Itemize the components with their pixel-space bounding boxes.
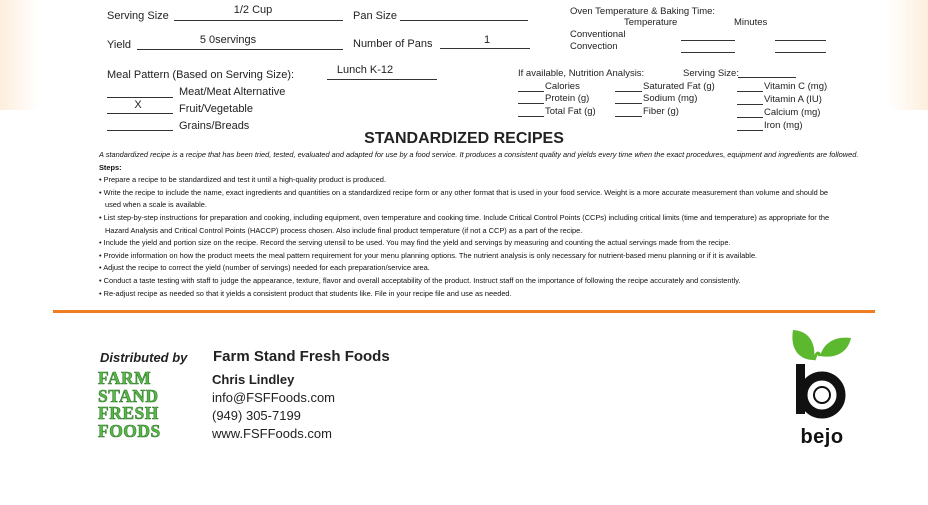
logo-line: FARM: [98, 368, 152, 388]
number-of-pans-line: [440, 48, 530, 49]
meal-pattern-line: [327, 79, 437, 80]
recipe-definition: A standardized recipe is a recipe that has been tried, tested, evaluated and adapted for use by a food service. It produces a consistent quality and yields every time when the exact procedures, equipment and ingredients are followed.: [99, 150, 859, 159]
convection-minutes-line[interactable]: [775, 52, 826, 53]
yield-line: [137, 49, 343, 50]
distributed-by-label: Distributed by: [100, 350, 188, 365]
meal-pattern-value[interactable]: Lunch K-12: [336, 64, 394, 76]
serving-size-line: [174, 20, 343, 21]
recipes-body: [99, 149, 879, 300]
standardized-recipes-heading: STANDARDIZED RECIPES: [364, 130, 564, 147]
company-name: Farm Stand Fresh Foods: [213, 348, 390, 365]
step-item: • Include the yield and portion size on the recipe. Record the serving utensil to be used. You may find the yield and servings by measuring and counting the actual servings made from the recipe.: [99, 238, 731, 248]
total-fat-label: Total Fat (g): [545, 106, 596, 117]
calories-label: Calories: [545, 81, 580, 92]
yield-value[interactable]: 5 0servings: [199, 34, 257, 46]
logo-line: STAND: [98, 385, 159, 406]
vitamin-a-line[interactable]: [737, 104, 763, 105]
step-item: • Adjust the recipe to correct the yield (number of servings) needed for each preparation/service area.: [99, 263, 430, 273]
vitamin-c-line[interactable]: [737, 91, 763, 92]
nutrition-serving-size-label: Serving Size:: [683, 68, 739, 79]
calcium-line[interactable]: [737, 117, 763, 118]
total-fat-line[interactable]: [518, 116, 544, 117]
oven-conventional-label: Conventional: [570, 29, 626, 40]
bejo-logo: [784, 326, 860, 430]
component-label-meat: Meat/Meat Alternative: [179, 86, 286, 98]
sprout-stem-icon: [814, 353, 820, 360]
contact-phone[interactable]: (949) 305-7199: [212, 408, 301, 423]
oven-convection-label: Convection: [570, 41, 618, 52]
step-item: • Provide information on how the product meets the meal pattern requirement for your menu planning options. The nutrient analysis is only necessary for nutrient-based menu planning or if it is available.: [99, 250, 758, 260]
sodium-line[interactable]: [615, 103, 642, 104]
step-item: • List step-by-step instructions for preparation and cooking, including equipment, oven temperature and cooking time. Include Critical Control Points (CCPs) including critical limits (time and temperature) as appropriate for the: [99, 212, 830, 222]
convection-temperature-line[interactable]: [681, 52, 735, 53]
meal-pattern-label: Meal Pattern (Based on Serving Size):: [107, 69, 295, 81]
contact-website-link[interactable]: www.FSFFoods.com: [212, 426, 332, 441]
farm-stand-fresh-foods-logo: [98, 370, 182, 440]
contact-email-link[interactable]: info@FSFFoods.com: [212, 390, 336, 405]
conventional-minutes-line[interactable]: [775, 40, 826, 41]
oven-minutes-label: Minutes: [734, 17, 768, 28]
vitamin-c-label: Vitamin C (mg): [764, 81, 828, 92]
number-of-pans-label: Number of Pans: [353, 38, 433, 50]
pan-size-line[interactable]: [400, 20, 528, 21]
calories-line[interactable]: [518, 91, 544, 92]
pan-size-label: Pan Size: [353, 10, 398, 22]
protein-line[interactable]: [518, 103, 544, 104]
number-of-pans-value[interactable]: 1: [483, 34, 491, 46]
nutrition-serving-size-line[interactable]: [738, 77, 796, 78]
calcium-label: Calcium (mg): [764, 107, 821, 118]
contact-name: Chris Lindley: [212, 372, 295, 387]
component-line-fruit[interactable]: [107, 113, 173, 114]
oven-temperature-label: Temperature: [624, 17, 678, 28]
iron-label: Iron (mg): [764, 120, 803, 131]
step-item: • Prepare a recipe to be standardized and test it until a high-quality product is produced.: [99, 175, 386, 185]
logo-line: FRESH: [98, 403, 159, 423]
sodium-label: Sodium (mg): [643, 93, 698, 104]
step-item-continued: Hazard Analysis and Critical Control Points (HACCP) process chosen. Also include final product temperature (if not a CCP) as a part of the recipe.: [105, 225, 583, 235]
component-label-fruit: Fruit/Vegetable: [179, 103, 253, 115]
left-edge-glow: [0, 0, 40, 110]
component-mark-fruit: X: [134, 99, 142, 111]
vitamin-a-label: Vitamin A (IU): [764, 94, 822, 105]
step-item: • Write the recipe to include the name, exact ingredients and quantities on a standardized recipe form or any other format that is used in your food service. Weight is a more accurate measurement than volume and should be: [99, 187, 829, 197]
fiber-label: Fiber (g): [643, 106, 679, 117]
logo-line: FOODS: [98, 420, 161, 441]
saturated-fat-line[interactable]: [615, 91, 642, 92]
component-line-meat[interactable]: [107, 97, 173, 98]
orange-divider: [53, 310, 875, 313]
oven-title: Oven Temperature & Baking Time:: [570, 6, 716, 17]
conventional-temperature-line[interactable]: [681, 40, 735, 41]
nutrition-title: If available, Nutrition Analysis:: [518, 68, 645, 79]
yield-label: Yield: [107, 39, 132, 51]
serving-size-label: Serving Size: [107, 10, 169, 22]
right-edge-glow: [888, 0, 928, 110]
sprout-leaf-right-icon: [820, 338, 851, 357]
protein-label: Protein (g): [545, 93, 590, 104]
step-item: • Re-adjust recipe as needed so that it yields a consistent product that students like. File in your recipe file and use as needed.: [99, 288, 512, 298]
component-label-grains: Grains/Breads: [179, 120, 250, 132]
bejo-wordmark: bejo: [800, 426, 844, 448]
serving-size-value[interactable]: 1/2 Cup: [233, 4, 273, 16]
sprout-leaf-left-icon: [792, 330, 814, 360]
steps-label: Steps:: [99, 162, 122, 172]
fiber-line[interactable]: [615, 116, 642, 117]
step-item-continued: used when a scale is available.: [105, 200, 207, 210]
step-item: • Conduct a taste testing with staff to judge the appearance, texture, flavor and overall acceptability of the product. Instruct staff on the importance of following the recipe accurately and consistently.: [99, 275, 741, 285]
saturated-fat-label: Saturated Fat (g): [643, 81, 715, 92]
